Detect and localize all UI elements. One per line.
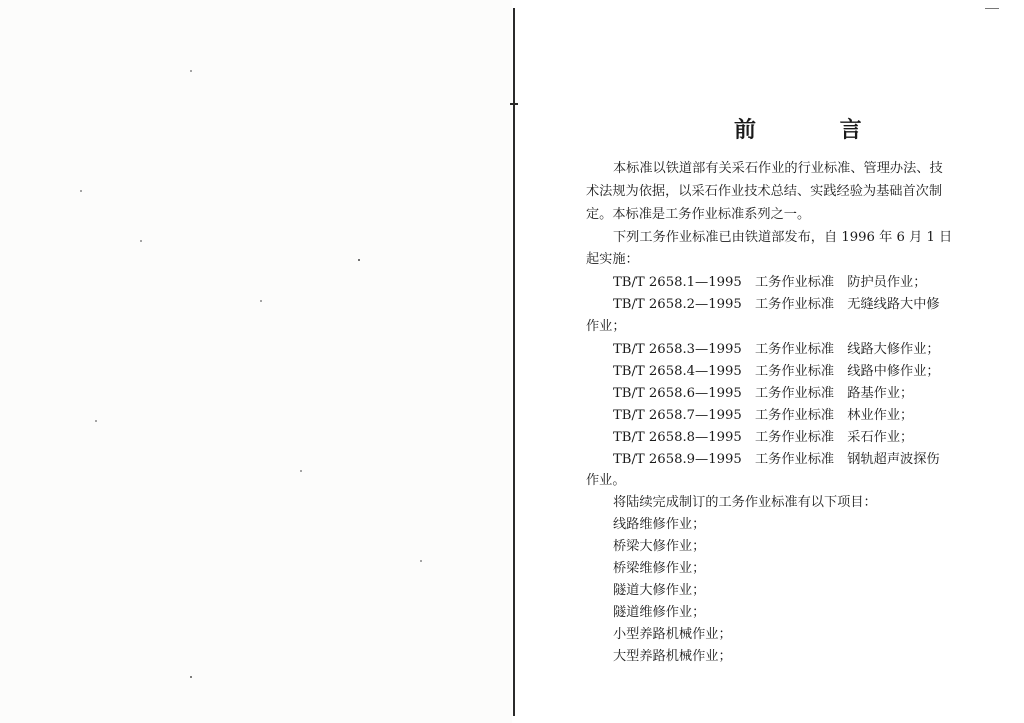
paragraph-line: 本标准以铁道部有关采石作业的行业标准、管理办法、技	[613, 161, 943, 176]
planned-item: 大型养路机械作业；	[613, 649, 732, 664]
planned-item: 隧道维修作业；	[613, 605, 706, 620]
book-gutter-line	[513, 8, 515, 716]
scan-speck	[420, 560, 422, 562]
standard-item-continued: 作业。	[586, 473, 626, 488]
scan-speck	[80, 190, 82, 192]
scan-speck	[300, 470, 302, 472]
paragraph-line: 起实施：	[586, 252, 639, 267]
planned-item: 桥梁大修作业；	[613, 539, 706, 554]
paragraph-line: 下列工务作业标准已由铁道部发布，自 1996 年 6 月 1 日	[613, 230, 953, 245]
planned-item: 线路维修作业；	[613, 517, 706, 532]
scan-speck	[140, 240, 142, 242]
standard-item: TB/T 2658.8—1995 工务作业标准 采石作业；	[613, 430, 914, 445]
scan-speck	[190, 70, 192, 72]
standard-item-continued: 作业；	[586, 319, 626, 334]
standard-item: TB/T 2658.6—1995 工务作业标准 路基作业；	[613, 386, 914, 401]
scan-speck	[95, 420, 97, 422]
paragraph-line: 定。本标准是工务作业标准系列之一。	[586, 207, 811, 222]
standard-item: TB/T 2658.9—1995 工务作业标准 钢轨超声波探伤	[613, 452, 940, 467]
preface-page	[516, 0, 1024, 723]
standard-item: TB/T 2658.7—1995 工务作业标准 林业作业；	[613, 408, 914, 423]
paragraph-line: 术法规为依据，以采石作业技术总结、实践经验为基础首次制	[586, 184, 943, 199]
standard-item: TB/T 2658.1—1995 工务作业标准 防护员作业；	[613, 275, 927, 290]
scan-speck	[260, 300, 262, 302]
planned-item: 隧道大修作业；	[613, 583, 706, 598]
scan-speck	[358, 259, 360, 261]
standard-item: TB/T 2658.4—1995 工务作业标准 线路中修作业；	[613, 364, 940, 379]
planned-item: 桥梁维修作业；	[613, 561, 706, 576]
planned-item: 小型养路机械作业；	[613, 627, 732, 642]
standard-item: TB/T 2658.2—1995 工务作业标准 无缝线路大中修	[613, 297, 940, 312]
standard-item: TB/T 2658.3—1995 工务作业标准 线路大修作业；	[613, 342, 940, 357]
preface-title: 前 言	[734, 117, 900, 143]
paragraph-line: 将陆续完成制订的工务作业标准有以下项目：	[613, 495, 877, 510]
scan-speck	[190, 676, 192, 678]
